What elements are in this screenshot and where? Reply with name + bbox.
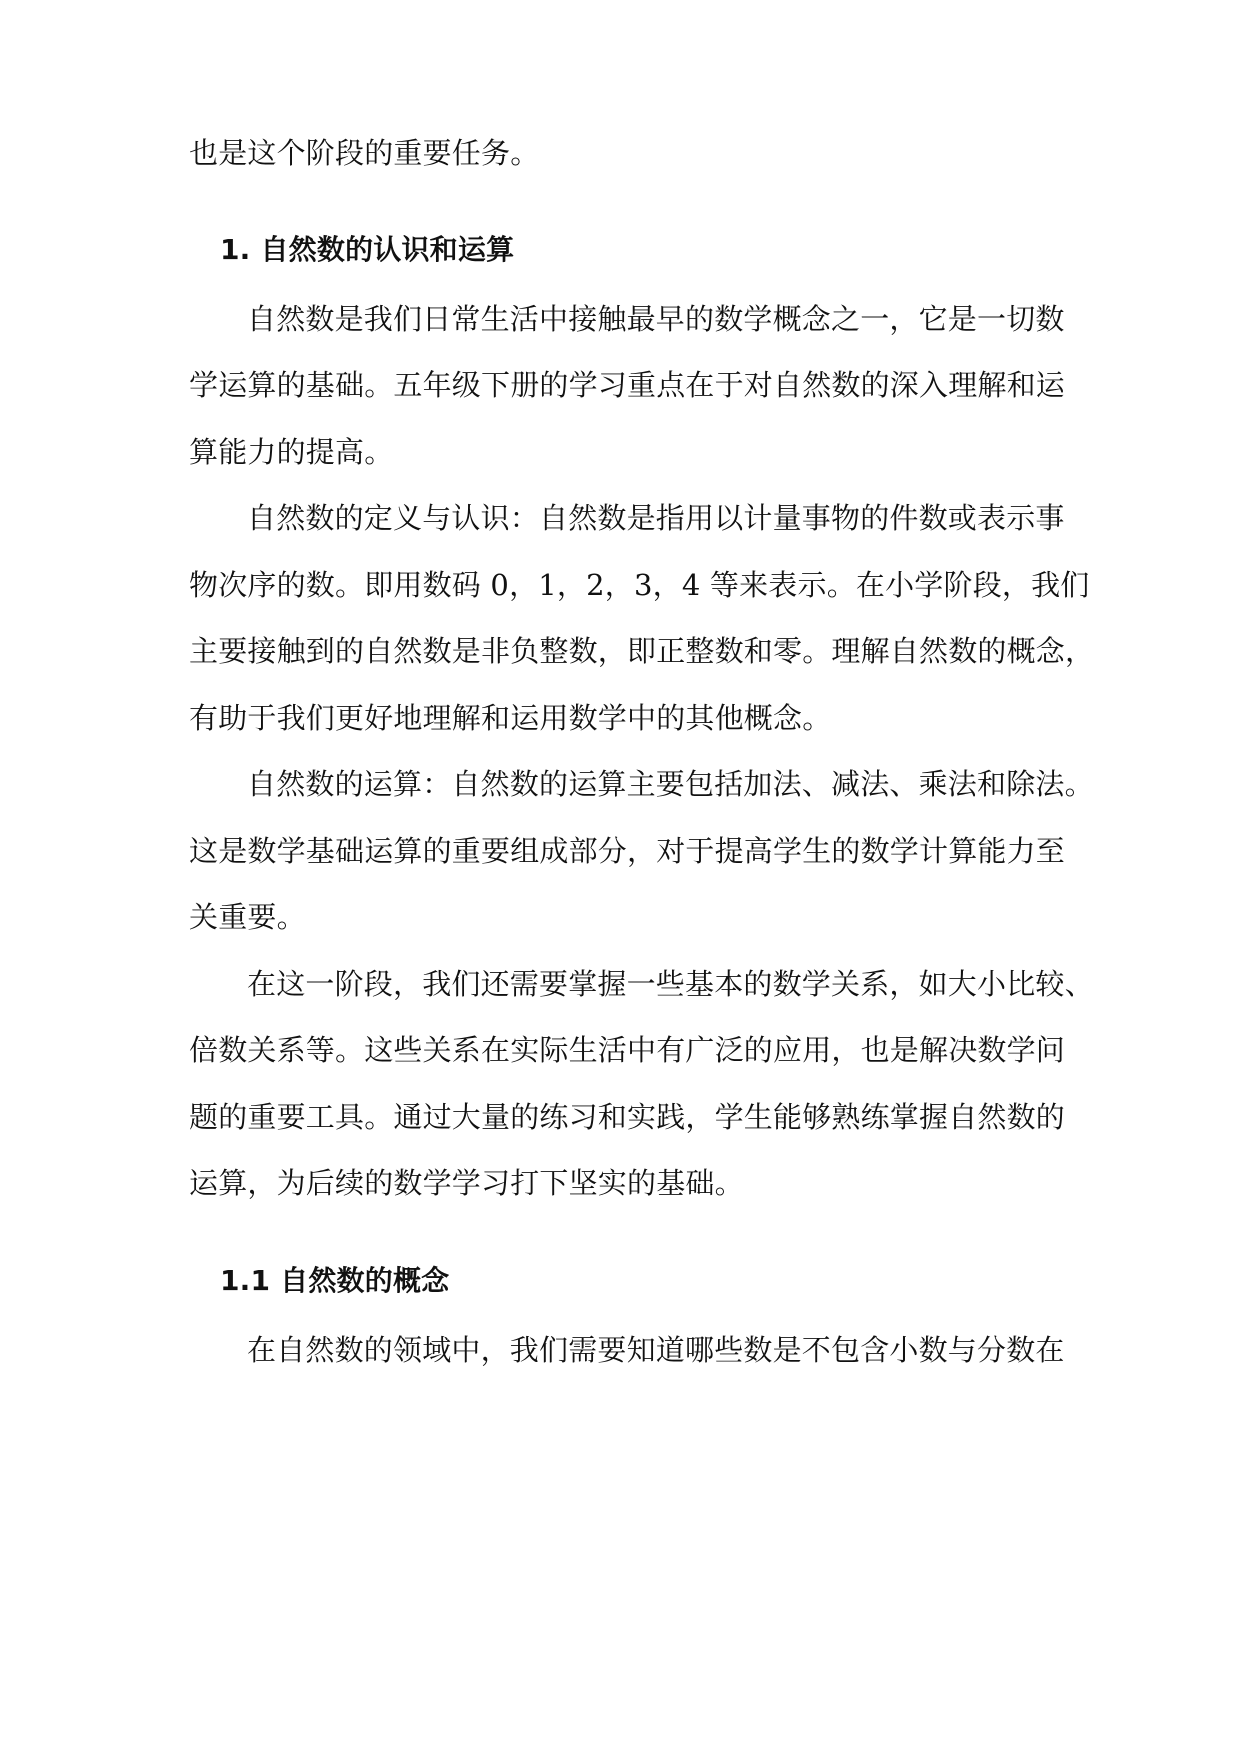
paragraph-line: 物次序的数。即用数码 0，1，2，3，4 等来表示。在小学阶段，我们 [189, 568, 1090, 602]
paragraph-line: 题的重要工具。通过大量的练习和实践，学生能够熟练掌握自然数的 [189, 1100, 1066, 1134]
paragraph-line: 这是数学基础运算的重要组成部分，对于提高学生的数学计算能力至 [189, 834, 1066, 868]
paragraph-line: 也是这个阶段的重要任务。 [189, 136, 540, 170]
paragraph-line: 运算，为后续的数学学习打下坚实的基础。 [189, 1166, 744, 1200]
paragraph-line: 学运算的基础。五年级下册的学习重点在于对自然数的深入理解和运 [189, 368, 1066, 402]
paragraph-line: 在自然数的领域中，我们需要知道哪些数是不包含小数与分数在 [247, 1333, 1065, 1367]
paragraph-line: 关重要。 [189, 900, 306, 934]
section-heading: 1. 自然数的认识和运算 [220, 233, 515, 266]
paragraph-line: 在这一阶段，我们还需要掌握一些基本的数学关系，如大小比较、 [247, 967, 1094, 1001]
paragraph-line: 自然数的运算：自然数的运算主要包括加法、减法、乘法和除法。 [247, 767, 1094, 801]
paragraph-line: 自然数是我们日常生活中接触最早的数学概念之一，它是一切数 [247, 302, 1065, 336]
paragraph-line: 主要接触到的自然数是非负整数，即正整数和零。理解自然数的概念， [189, 634, 1095, 668]
paragraph-line: 算能力的提高。 [189, 435, 394, 469]
paragraph-line: 自然数的定义与认识：自然数是指用以计量事物的件数或表示事 [247, 501, 1065, 535]
paragraph-line: 有助于我们更好地理解和运用数学中的其他概念。 [189, 701, 832, 735]
paragraph-line: 倍数关系等。这些关系在实际生活中有广泛的应用，也是解决数学问 [189, 1033, 1066, 1067]
subsection-heading: 1.1 自然数的概念 [220, 1264, 450, 1297]
